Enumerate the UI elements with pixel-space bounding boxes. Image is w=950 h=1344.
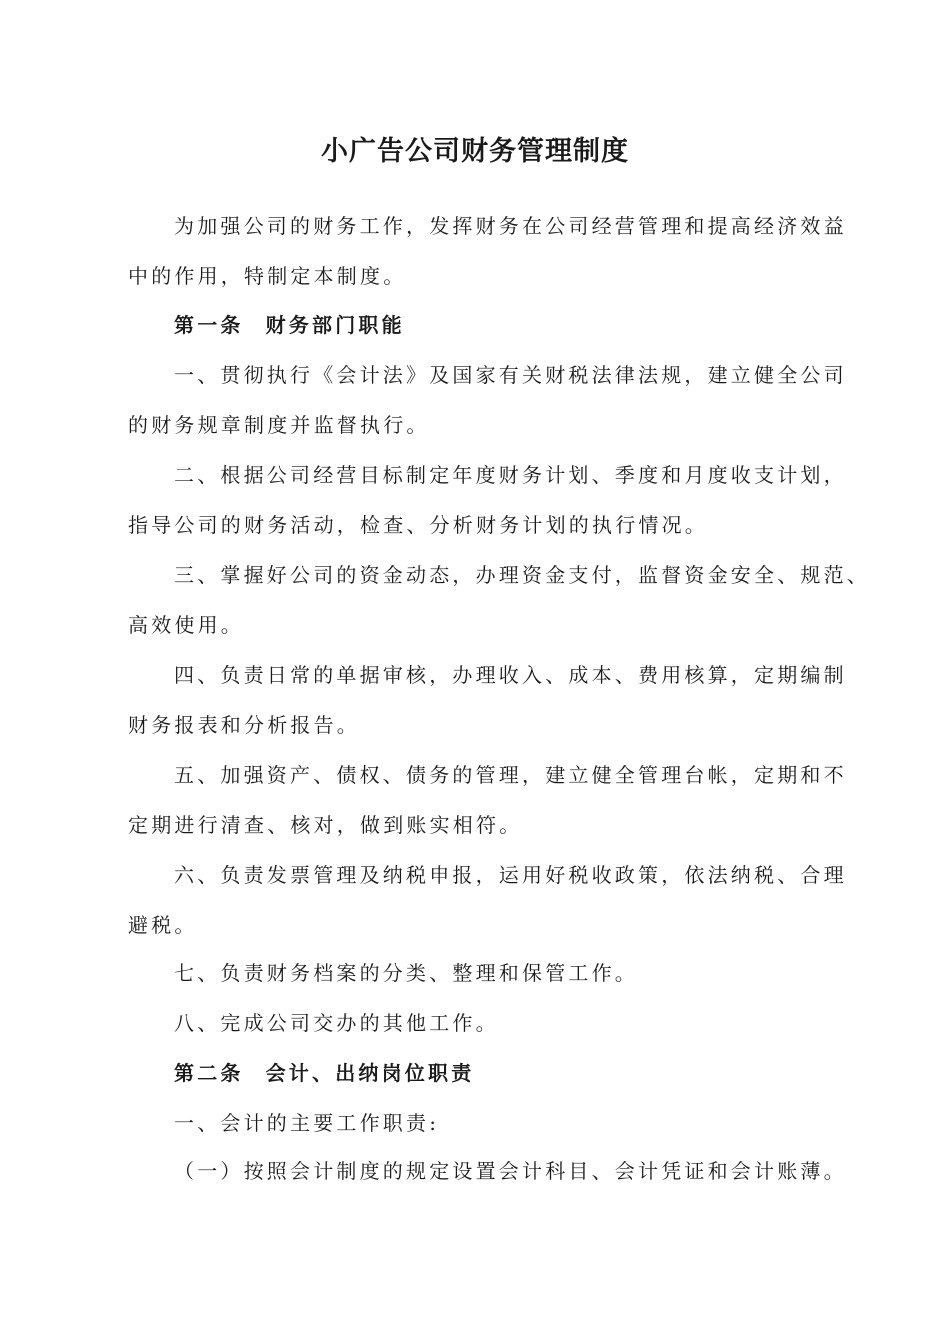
item-line: 指导公司的财务活动，检查、分析财务计划的执行情况。 bbox=[128, 513, 708, 537]
article-1-number: 第一条 bbox=[174, 313, 244, 337]
item-line: 三、掌握好公司的资金动态，办理资金支付，监督资金安全、规范、 bbox=[174, 563, 870, 587]
article-2-title: 会计、出纳岗位职责 bbox=[265, 1061, 475, 1085]
item-line: 四、负责日常的单据审核，办理收入、成本、费用核算，定期编制 bbox=[174, 663, 847, 687]
item-line: 二、根据公司经营目标制定年度财务计划、季度和月度收支计划， bbox=[174, 463, 847, 487]
article-1-item-5 bbox=[128, 750, 848, 850]
article-2-sub-1-item-1 bbox=[128, 1146, 848, 1196]
article-1-item-8 bbox=[128, 998, 848, 1048]
item-line: 避税。 bbox=[128, 913, 198, 937]
sub-heading-line: 一、会计的主要工作职责: bbox=[174, 1111, 440, 1135]
intro-paragraph bbox=[128, 201, 848, 301]
article-1-item-4 bbox=[128, 650, 848, 750]
article-1-heading bbox=[128, 300, 848, 350]
item-line: 七、负责财务档案的分类、整理和保管工作。 bbox=[174, 961, 638, 985]
document-title: 小广告公司财务管理制度 bbox=[321, 136, 629, 167]
article-1-title: 财务部门职能 bbox=[265, 313, 405, 337]
item-line: 五、加强资产、债权、债务的管理，建立健全管理台帐，定期和不 bbox=[174, 763, 847, 787]
article-2-number: 第二条 bbox=[174, 1061, 244, 1085]
article-1-item-3 bbox=[128, 550, 870, 650]
article-1-item-6 bbox=[128, 850, 848, 950]
item-line: 定期进行清查、核对，做到账实相符。 bbox=[128, 813, 523, 837]
item-line: 的财务规章制度并监督执行。 bbox=[128, 413, 430, 437]
article-1-item-1 bbox=[128, 350, 848, 450]
article-2-heading bbox=[128, 1048, 848, 1098]
item-line: 八、完成公司交办的其他工作。 bbox=[174, 1011, 499, 1035]
article-1-item-7 bbox=[128, 948, 848, 998]
item-line: 一、贯彻执行《会计法》及国家有关财税法律法规，建立健全公司 bbox=[174, 363, 847, 387]
intro-line-2: 中的作用，特制定本制度。 bbox=[128, 264, 407, 288]
item-line: 六、负责发票管理及纳税申报，运用好税收政策，依法纳税、合理 bbox=[174, 863, 847, 887]
intro-line-1: 为加强公司的财务工作，发挥财务在公司经营管理和提高经济效益 bbox=[174, 214, 847, 238]
item-line: （一）按照会计制度的规定设置会计科目、会计凭证和会计账薄。 bbox=[174, 1159, 847, 1183]
article-2-sub-1 bbox=[128, 1098, 848, 1148]
item-line: 财务报表和分析报告。 bbox=[128, 713, 360, 737]
item-line: 高效使用。 bbox=[128, 613, 244, 637]
article-1-item-2 bbox=[128, 450, 848, 550]
